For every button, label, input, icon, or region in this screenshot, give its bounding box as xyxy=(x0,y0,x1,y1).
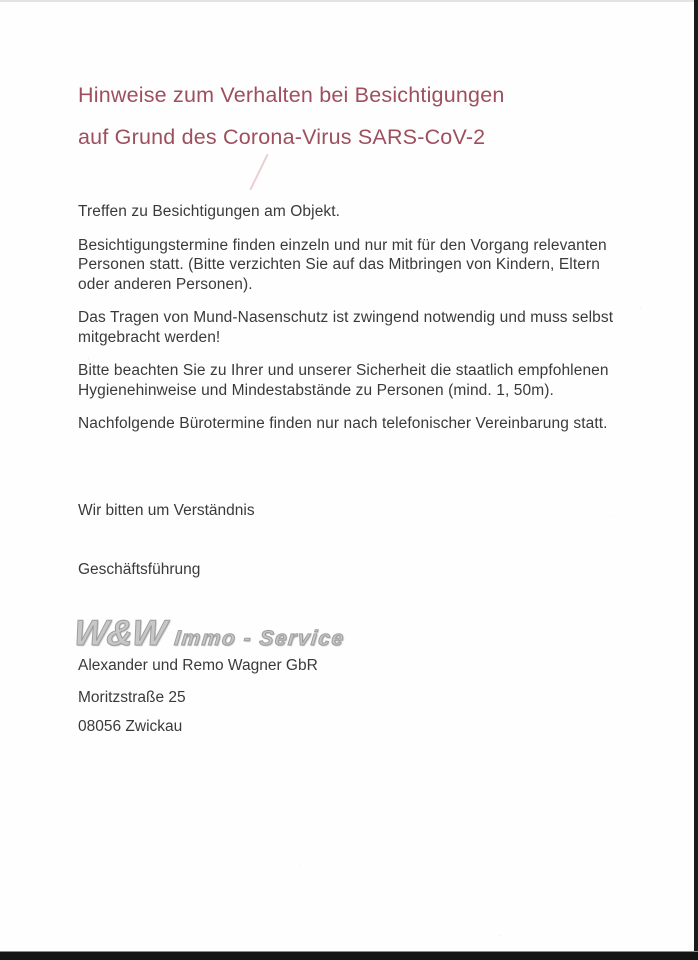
scan-bottom-edge xyxy=(0,952,698,960)
body-line: Personen statt. (Bitte verzichten Sie auf das Mitbringen von Kindern, Eltern xyxy=(78,256,600,273)
body-line: mitgebracht werden! xyxy=(78,328,221,346)
scan-top-edge xyxy=(0,0,698,2)
company-name: Alexander und Remo Wagner GbR xyxy=(78,657,318,674)
notice-title-line-2: auf Grund des Corona-Virus SARS-CoV-2 xyxy=(78,125,486,149)
notice-title xyxy=(78,74,505,158)
notice-title-line-1: Hinweise zum Verhalten bei Besichtigungen xyxy=(78,83,505,107)
company-logo xyxy=(72,612,348,654)
body-line: Besichtigungstermine finden einzeln und nur mit für den Vorgang relevanten xyxy=(78,236,607,254)
paragraph-viewing-appointments xyxy=(78,236,613,295)
paragraph-meeting-at-object xyxy=(78,202,613,222)
notice-body xyxy=(78,202,613,448)
body-line: Treffen zu Besichtigungen am Objekt. xyxy=(78,203,341,220)
logo-immo-service-text: Immo - Service xyxy=(173,627,347,650)
paragraph-hygiene-distance xyxy=(78,361,613,400)
paragraph-mask-requirement xyxy=(78,308,613,347)
body-line: oder anderen Personen). xyxy=(78,275,253,293)
signature-role: Geschäftsführung xyxy=(78,561,201,578)
company-city: 08056 Zwickau xyxy=(78,718,183,735)
body-line: Nachfolgende Bürotermine finden nur nach telefonischer Vereinbarung statt. xyxy=(78,415,608,432)
body-line: Bitte beachten Sie zu Ihrer und unserer Sicherheit die staatlich empfohlenen xyxy=(78,362,609,379)
paragraph-office-appointments xyxy=(78,414,613,434)
scan-noise-speckles xyxy=(0,0,1,1)
body-line: Das Tragen von Mund-Nasenschutz ist zwingend notwendig und muss selbst xyxy=(78,309,614,326)
body-line: Hygienehinweise und Mindestabstände zu Personen (mind. 1, 50m). xyxy=(78,381,554,399)
closing-line: Wir bitten um Verständnis xyxy=(78,502,255,519)
scan-pink-artifact xyxy=(249,154,268,191)
company-street: Moritzstraße 25 xyxy=(78,689,186,706)
scan-right-edge xyxy=(694,0,698,960)
logo-ww-icon: W&W xyxy=(71,612,168,653)
